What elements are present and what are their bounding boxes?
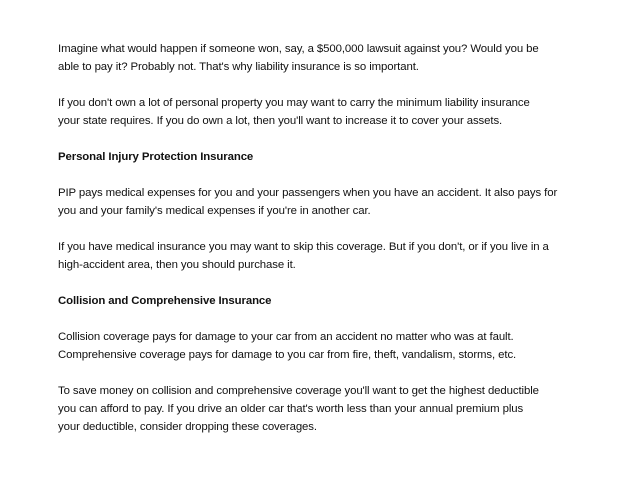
paragraph-liability-minimum [58,94,618,130]
document-page [58,40,618,436]
paragraph-line: your state requires. If you do own a lot, then you'll want to increase it to cover your assets. [58,115,503,127]
heading-personal-injury-protection [58,148,618,166]
paragraph-collision-coverage [58,328,618,364]
paragraph-deductible-advice [58,382,618,436]
paragraph-line: able to pay it? Probably not. That's why liability insurance is so important. [58,61,419,73]
paragraph-liability-lawsuit [58,40,618,76]
paragraph-gap [58,364,618,382]
paragraph-line: your deductible, consider dropping these coverages. [58,421,317,433]
paragraph-line: To save money on collision and comprehensive coverage you'll want to get the highest deductible [58,385,539,397]
paragraph-gap [58,220,618,238]
paragraph-line: PIP pays medical expenses for you and your passengers when you have an accident. It also pays for [58,187,558,199]
paragraph-line: Comprehensive coverage pays for damage to you car from fire, theft, vandalism, storms, etc. [58,349,517,361]
paragraph-line: Imagine what would happen if someone won, say, a $500,000 lawsuit against you? Would you be [58,43,539,55]
heading-collision-comprehensive [58,292,618,310]
section-heading: Collision and Comprehensive Insurance [58,295,272,307]
paragraph-line: high-accident area, then you should purchase it. [58,259,296,271]
paragraph-gap [58,76,618,94]
paragraph-pip-expenses [58,184,618,220]
paragraph-line: If you have medical insurance you may want to skip this coverage. But if you don't, or if you live in a [58,241,549,253]
paragraph-pip-skip [58,238,618,274]
paragraph-gap [58,274,618,292]
paragraph-line: you can afford to pay. If you drive an older car that's worth less than your annual premium plus [58,403,524,415]
paragraph-line: If you don't own a lot of personal property you may want to carry the minimum liability insurance [58,97,530,109]
paragraph-gap [58,130,618,148]
section-heading: Personal Injury Protection Insurance [58,151,254,163]
paragraph-line: Collision coverage pays for damage to your car from an accident no matter who was at fault. [58,331,514,343]
paragraph-line: you and your family's medical expenses if you're in another car. [58,205,371,217]
paragraph-gap [58,166,618,184]
paragraph-gap [58,310,618,328]
